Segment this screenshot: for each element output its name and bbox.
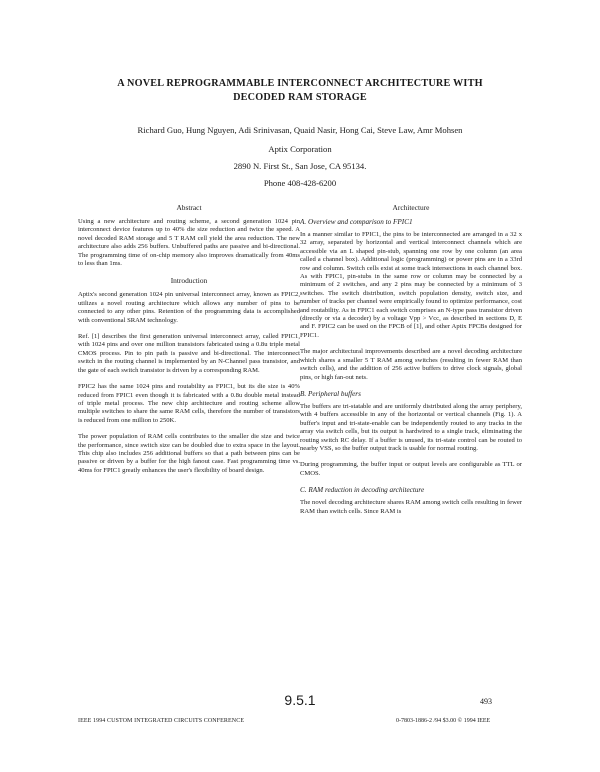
intro-paragraph-4: The power population of RAM cells contributes to the smaller die size and twice the performance, since switch size can be doubled due to extra space in the layout. This chip also includes 256 additional buffers so that a path between pins can be passive or driven by a buffer for the high fanout case. Fast programming time vs. 40ms for FPIC1 greatly enhances the user's flexibility of board design. — [78, 433, 300, 474]
title-line-2: DECODED RAM STORAGE — [233, 92, 367, 103]
section-b-paragraph-2: During programming, the buffer input or output levels are configurable as TTL or CMOS. — [300, 461, 522, 477]
section-c-paragraph-1: The novel decoding architecture shares RAM among switch cells resulting in fewer RAM than switch cells. Since RAM is — [300, 499, 522, 515]
abstract-text: Using a new architecture and routing scheme, a second generation 1024 pin interconnect device features up to 40% die size reduction and twice the speed. A novel decoded RAM storage and 5 T RAM cell yield the area reduction. The new architecture also adds 256 buffers. Unbuffered paths are passive and bi-directional. The programming time of on-chip memory also improves dramatically from 40ms to less than 1ms. — [78, 218, 300, 268]
section-page-number: 9.5.1 — [284, 692, 316, 708]
title-line-1: A NOVEL REPROGRAMMABLE INTERCONNECT ARCHITECTURE WITH — [117, 78, 483, 89]
affiliation-block — [60, 141, 540, 192]
copyright-footer: 0-7803-1886-2 /94 $3.00 © 1994 IEEE — [396, 718, 491, 724]
introduction-heading: Introduction — [170, 276, 208, 286]
conference-footer: IEEE 1994 CUSTOM INTEGRATED CIRCUITS CONFERENCE — [78, 718, 245, 724]
intro-paragraph-2: Ref. [1] describes the first generation universal interconnect array, called FPIC1, with 1024 pins and over one million transistors fabricated using a 0.8u triple metal CMOS process. Pin to pin path is passive and bi-directional. The interconnect switch in the routing channel is implemented by an N-Channel pass transistor, and the gate of each switch transistor is driven by a corresponding RAM. — [78, 333, 300, 374]
subsection-c-heading: C. RAM reduction in decoding architecture — [300, 486, 425, 495]
paper-title — [70, 77, 530, 105]
author-list: Richard Guo, Hung Nguyen, Adi Srinivasan, Quaid Nasir, Hong Cai, Steve Law, Amr Mohsen — [137, 125, 463, 135]
section-b-paragraph-1: The buffers are tri-statable and are uniformly distributed along the array periphery, with 4 buffers accessible in any of the horizontal or vertical channels (Fig. 1). A buffer's input and tri-state-enable can be independently routed to any tracks in the array via switch cells, but its output is hardwired to a single track, eliminating the routing switch RC delay. If a buffer is unused, its tri-state control can be routed to nearby VSS, so the buffer output track is usable for normal routing. — [300, 402, 522, 452]
corner-page-number: 493 — [480, 697, 492, 706]
subsection-a-heading: A. Overview and comparison to FPIC1 — [300, 218, 413, 226]
right-column — [300, 203, 522, 524]
intro-paragraph-1: Aptix's second generation 1024 pin universal interconnect array, known as FPIC2, utilizes a novel routing architecture which allows any number of pins to be connected to any other pins. Retention of the programming data is accomplished with conventional SRAM technology. — [78, 291, 300, 324]
abstract-heading: Abstract — [176, 203, 202, 212]
section-a-paragraph-1: In a manner similar to FPIC1, the pins to be interconnected are arranged in a 32 x 32 array, separated by horizontal and vertical interconnect channels which are accessible via an L shaped pin-stub, spanning one row by one column (an area called a channel box). Additional logic (programming) or power pins are in a 33rd row and column. Switch cells exist at some track intersections in each channel box. As with FPIC1, pin-stubs in the same row or column may be connected by a minimum of 2 switches, and any 2 pins may be connected by a minimum of 3 switches. The switch distribution, switch population density, switch size, and number of tracks per channel were empirically found to optimize performance, cost and routability. As in FPIC1 each switch comprises an N-type pass transistor driven (directly or via a decoder) by a voltage Vpp > Vcc, as described in sections D, E and F. FPIC2 can be used on the FPCB of [1], and other Aptix FPCBs designed for FPIC1. — [300, 231, 522, 339]
affiliation-address: 2890 N. First St., San Jose, CA 95134. — [233, 161, 367, 171]
section-a-paragraph-2: The major architectural improvements described are a novel decoding architecture which shares a smaller 5 T RAM among switches (resulting in fewer RAM than switch cells), and the addition of 256 active buffers to drive clock signals, global pins, or high fan-out nets. — [300, 348, 522, 381]
affiliation-company: Aptix Corporation — [268, 144, 332, 154]
affiliation-phone: Phone 408-428-6200 — [263, 178, 337, 188]
architecture-heading: Architecture — [392, 203, 430, 212]
left-column — [78, 203, 300, 483]
intro-paragraph-3: FPIC2 has the same 1024 pins and routability as FPIC1, but its die size is 40% reduced from FPIC1 even though it is fabricated with a 0.8u double metal instead of triple metal process. The new chip architecture and routing scheme allow multiple switches to share the same RAM cells, therefore the number of transistors is reduced from one million to 250K. — [78, 383, 300, 424]
subsection-b-heading: B. Peripheral buffers — [300, 389, 361, 398]
